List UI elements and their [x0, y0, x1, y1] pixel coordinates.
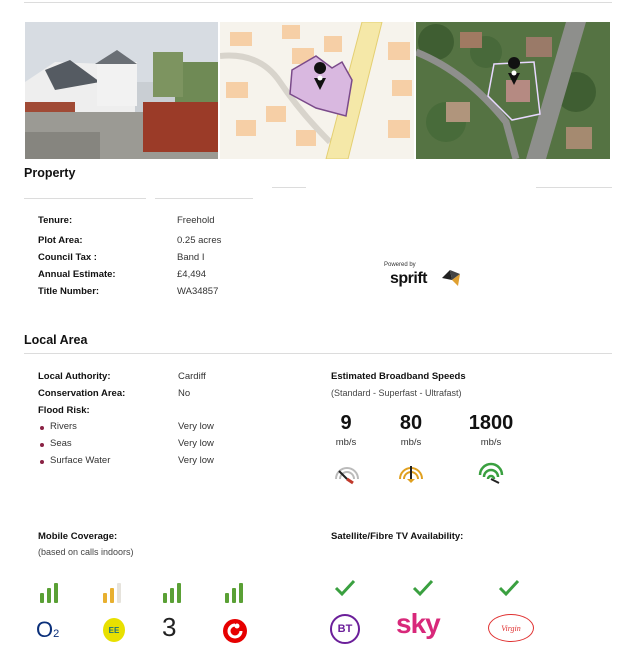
local-area-heading: Local Area [24, 333, 88, 347]
broadband-subtitle: (Standard - Superfast - Ultrafast) [331, 388, 462, 398]
ee-logo: EE [103, 618, 125, 642]
bt-logo-text: BT [337, 623, 353, 635]
bt-check-icon [334, 579, 356, 597]
vodafone-signal-bars-icon [225, 583, 243, 603]
speedometer-high-icon [477, 461, 505, 485]
tenure-label: Tenure: [38, 215, 73, 226]
title-number-label: Title Number: [38, 286, 100, 297]
flood-bullet-icon [40, 460, 44, 464]
powered-by-text: Powered by [384, 262, 416, 268]
property-heading: Property [24, 166, 76, 180]
speed-ultrafast-value: 1800 [468, 412, 514, 434]
sprift-wordmark: sprift [390, 270, 427, 287]
o2-logo: O2 [36, 617, 60, 642]
satellite-map[interactable] [416, 22, 610, 159]
property-rule-3 [272, 187, 306, 188]
mobile-coverage-subtitle: (based on calls indoors) [38, 547, 134, 557]
bt-logo [330, 614, 360, 644]
council-tax-label: Council Tax : [38, 252, 97, 263]
conservation-area-label: Conservation Area: [38, 388, 126, 399]
three-logo: 3 [162, 612, 177, 642]
flood-seas-label: Seas [50, 438, 72, 449]
flood-rivers-value: Very low [178, 421, 214, 432]
three-signal-bars-icon [163, 583, 181, 603]
speedometer-low-icon [333, 461, 361, 485]
speedometer-medium-icon [397, 461, 425, 485]
speed-standard-value: 9 [340, 412, 352, 434]
speed-superfast-unit: mb/s [400, 437, 422, 448]
virgin-logo-text: Virgin [501, 623, 521, 633]
o2-signal-bars-icon [40, 583, 58, 603]
street-map[interactable] [220, 22, 414, 159]
ee-signal-bars-icon [103, 583, 121, 603]
council-tax-value: Band I [177, 252, 205, 263]
tenure-value: Freehold [177, 215, 215, 226]
top-rule [24, 2, 612, 3]
plot-area-label: Plot Area: [38, 235, 83, 246]
vodafone-logo [222, 618, 248, 644]
speed-ultrafast-unit: mb/s [480, 437, 502, 448]
speed-superfast-value: 80 [399, 412, 423, 434]
annual-estimate-value: £4,494 [177, 269, 207, 280]
flood-risk-label: Flood Risk: [38, 405, 90, 416]
virgin-media-logo [488, 614, 534, 642]
mobile-coverage-title: Mobile Coverage: [38, 531, 118, 542]
property-rule-1 [24, 198, 146, 199]
flood-surface-water-value: Very low [178, 455, 214, 466]
sky-check-icon [412, 579, 434, 597]
broadband-title: Estimated Broadband Speeds [331, 371, 466, 382]
property-rule-4 [536, 187, 612, 188]
property-rule-2 [155, 198, 253, 199]
tv-availability-title: Satellite/Fibre TV Availability: [331, 531, 464, 542]
speed-standard-unit: mb/s [335, 437, 357, 448]
flood-rivers-label: Rivers [50, 421, 77, 432]
virgin-check-icon [498, 579, 520, 597]
street-view-photo[interactable] [25, 22, 218, 159]
conservation-area-value: No [178, 388, 191, 399]
local-area-rule [24, 353, 612, 354]
annual-estimate-label: Annual Estimate: [38, 269, 116, 280]
title-number-value: WA34857 [177, 286, 219, 297]
sprift-logo [384, 262, 464, 296]
sprift-mark-icon [440, 268, 462, 288]
sky-logo: sky [396, 608, 440, 639]
local-authority-value: Cardiff [178, 371, 206, 382]
flood-surface-water-label: Surface Water [50, 455, 111, 466]
flood-bullet-icon [40, 443, 44, 447]
local-authority-label: Local Authority: [38, 371, 111, 382]
flood-bullet-icon [40, 426, 44, 430]
flood-seas-value: Very low [178, 438, 214, 449]
plot-area-value: 0.25 acres [177, 235, 222, 246]
